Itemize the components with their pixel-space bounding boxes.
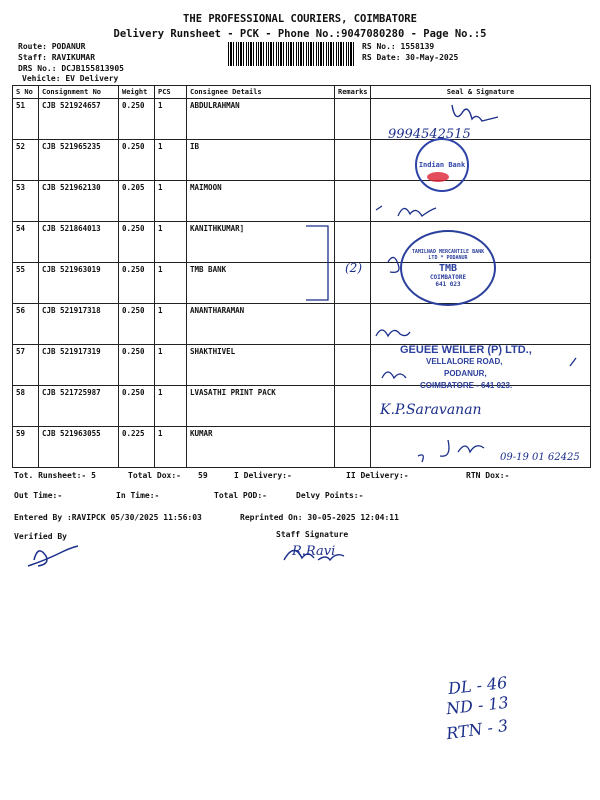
reprinted-on: Reprinted On: 30-05-2025 12:04:11 [240, 513, 399, 522]
company-stamp-address-3: COIMBATORE - 641 023. [420, 381, 513, 390]
tmb-bank-stamp [400, 230, 496, 306]
cell-weight: 0.225 [119, 427, 155, 468]
company-stamp-name: GEUEE WEILER (P) LTD., [400, 344, 532, 356]
cell-sno: 53 [13, 181, 39, 222]
staff-signature-label: Staff Signature [276, 530, 349, 539]
cell-weight: 0.250 [119, 345, 155, 386]
signature-row51 [452, 105, 498, 121]
cell-pcs: 1 [155, 345, 187, 386]
cell-sno: 52 [13, 140, 39, 181]
tmb-ring-text: TAMILNAD MERCANTILE BANK LTD * PODANUR [411, 248, 485, 261]
company-title: THE PROFESSIONAL COURIERS, COIMBATORE [183, 13, 417, 25]
cell-consignee: KANITHKUMAR] [187, 222, 335, 263]
cell-consignee: LVASATHI PRINT PACK [187, 386, 335, 427]
cell-consignment: CJB 521864013 [39, 222, 119, 263]
route-label: Route: PODANUR [18, 42, 86, 51]
cell-consignee: TMB BANK [187, 263, 335, 304]
cell-consignment: CJB 521963055 [39, 427, 119, 468]
tally-nd: ND - 13 [445, 692, 510, 719]
col-header-consignee: Consignee Details [187, 86, 335, 99]
verified-signature [28, 546, 78, 566]
company-stamp-address-2: PODANUR, [444, 369, 487, 378]
cell-pcs: 1 [155, 222, 187, 263]
cell-consignee: ABDULRAHMAN [187, 99, 335, 140]
tmb-city-text: COIMBATORE [429, 273, 467, 281]
cell-consignment: CJB 521963019 [39, 263, 119, 304]
cell-pcs: 1 [155, 263, 187, 304]
tmb-pin-text: 641 023 [435, 280, 461, 288]
cell-weight: 0.250 [119, 386, 155, 427]
cell-sno: 55 [13, 263, 39, 304]
vehicle-label: Vehicle: EV Delivery [22, 74, 119, 83]
cell-sno: 59 [13, 427, 39, 468]
rs-date: RS Date: 30-May-2025 [362, 53, 459, 62]
cell-pcs: 1 [155, 304, 187, 345]
company-stamp-address-1: VELLALORE ROAD, [426, 357, 503, 366]
signature-row55 [388, 257, 399, 272]
staff-label: Staff: RAVIKUMAR [18, 53, 96, 62]
col-header-sno: S No [13, 86, 39, 99]
cell-pcs: 1 [155, 427, 187, 468]
company-stamp [400, 344, 532, 392]
cell-pcs: 1 [155, 181, 187, 222]
cell-consignee: IB [187, 140, 335, 181]
col-header-pcs: PCS [155, 86, 187, 99]
signature-row56 [376, 330, 410, 336]
cell-pcs: 1 [155, 140, 187, 181]
col-header-consignment: Consignment No [39, 86, 119, 99]
cell-pcs: 1 [155, 99, 187, 140]
delivery-points-label: Delvy Points:- [296, 491, 364, 500]
col-header-weight: Weight [119, 86, 155, 99]
signature-row53 [376, 206, 436, 216]
tmb-logo-text: TMB [438, 262, 458, 274]
cell-sno: 51 [13, 99, 39, 140]
cell-consignment: CJB 521725987 [39, 386, 119, 427]
col-header-remarks: Remarks [335, 86, 371, 99]
cell-consignment: CJB 521962130 [39, 181, 119, 222]
i-delivery-label: I Delivery:- [234, 471, 292, 480]
col-header-seal: Seal & Signature [371, 86, 591, 99]
cell-consignment: CJB 521917318 [39, 304, 119, 345]
handwritten-phone-row59: 09-19 01 62425 [500, 452, 580, 463]
red-seal-mark [427, 172, 449, 182]
bracket-mark [306, 226, 328, 300]
entered-by: Entered By :RAVIPCK 05/30/2025 11:56:03 [14, 513, 202, 522]
handwritten-signature-row58: K.P.Saravanan [380, 402, 482, 418]
tally-rtn: RTN - 3 [444, 715, 510, 744]
total-dox-value: 59 [198, 471, 208, 480]
cell-consignment: CJB 521924657 [39, 99, 119, 140]
out-time-label: Out Time:- [14, 491, 63, 500]
indian-bank-stamp-text: Indian Bank [418, 161, 466, 169]
tally-dl: DL - 46 [447, 672, 509, 699]
signature-row59 [418, 440, 484, 462]
cell-sno: 57 [13, 345, 39, 386]
indian-bank-stamp [415, 138, 469, 192]
handwritten-phone-row51: 9994542515 [388, 127, 471, 142]
handwritten-remark-row55: (2) [345, 261, 362, 275]
in-time-label: In Time:- [116, 491, 160, 500]
cell-consignee: ANANTHARAMAN [187, 304, 335, 345]
cell-consignee: SHAKTHIVEL [187, 345, 335, 386]
cell-sno: 56 [13, 304, 39, 345]
cell-weight: 0.250 [119, 99, 155, 140]
cell-sno: 54 [13, 222, 39, 263]
drs-number: DRS No.: DCJB155813905 [18, 64, 124, 73]
cell-weight: 0.250 [119, 222, 155, 263]
cell-consignee: KUMAR [187, 427, 335, 468]
cell-consignee: MAIMOON [187, 181, 335, 222]
cell-sno: 58 [13, 386, 39, 427]
verified-by-label: Verified By [14, 532, 67, 541]
cell-weight: 0.205 [119, 181, 155, 222]
cell-weight: 0.250 [119, 263, 155, 304]
cell-pcs: 1 [155, 386, 187, 427]
staff-signature: R.Ravi [292, 544, 336, 559]
rtn-dox-label: RTN Dox:- [466, 471, 510, 480]
total-pod-label: Total POD:- [214, 491, 267, 500]
cell-consignment: CJB 521965235 [39, 140, 119, 181]
cell-consignment: CJB 521917319 [39, 345, 119, 386]
ii-delivery-label: II Delivery:- [346, 471, 409, 480]
total-runsheet: Tot. Runsheet:- 5 [14, 471, 96, 480]
rs-number: RS No.: 1558139 [362, 42, 435, 51]
cell-weight: 0.250 [119, 140, 155, 181]
runsheet-subtitle: Delivery Runsheet - PCK - Phone No.:9047080280 - Page No.:5 [113, 28, 487, 40]
cell-weight: 0.250 [119, 304, 155, 345]
total-dox-label: Total Dox:- [128, 471, 181, 480]
